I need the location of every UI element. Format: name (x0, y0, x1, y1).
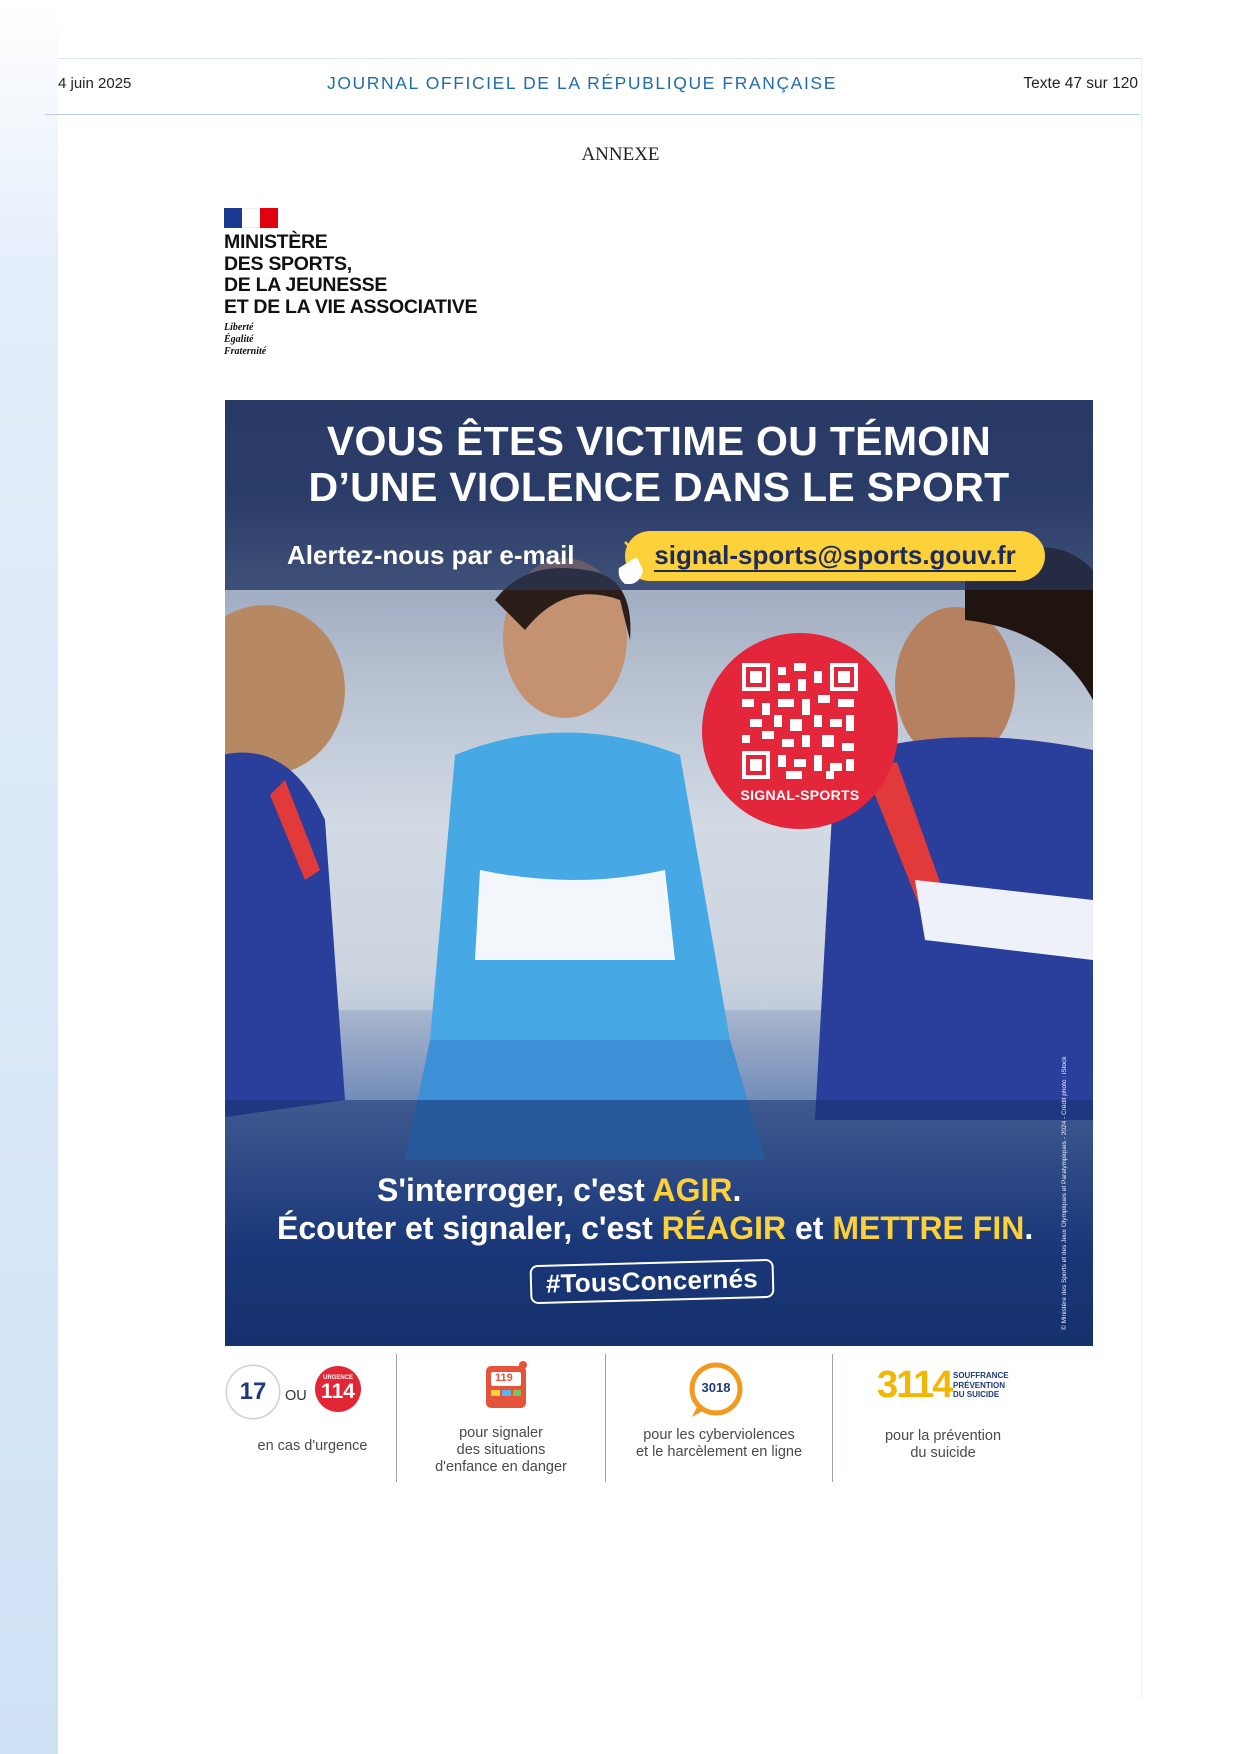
photo-credit: © Ministère des Sports et des Jeux Olympiques et Paralympiques - 2024 - Crédit photo : iStock (1061, 1056, 1068, 1330)
slogan-text: S'interroger, c'est (377, 1172, 653, 1208)
caption-line: pour la prévention (884, 1428, 1002, 1444)
slogan-text: . (1024, 1210, 1034, 1246)
slogan-text: . (732, 1172, 742, 1208)
motto-line: Liberté (224, 322, 254, 333)
hashtag-badge: #TousConcernés (530, 1259, 775, 1304)
helplines-footer (225, 1352, 1093, 1482)
ministry-line: ET DE LA VIE ASSOCIATIVE (224, 295, 478, 318)
emergency-numbers (225, 1352, 395, 1482)
header-text-number: Texte 47 sur 120 (1023, 75, 1138, 92)
number-3114: 3114 (877, 1364, 952, 1406)
poster-headline (225, 418, 1093, 510)
caption-line: des situations (456, 1442, 546, 1458)
suicide-tagline (953, 1371, 1009, 1400)
qr-code-icon (742, 663, 858, 779)
or-label: OU (285, 1388, 307, 1404)
cyberviolence-line (606, 1352, 832, 1482)
suicide-caption (833, 1428, 1053, 1462)
signal-sports-poster (225, 400, 1093, 1346)
page-side-band (0, 0, 58, 1754)
ministry-logo (224, 208, 477, 358)
qr-code-badge[interactable] (702, 633, 898, 829)
caption-line: pour signaler (459, 1425, 543, 1441)
alert-text: Alertez-nous par e-mail (287, 540, 575, 570)
email-link-pill[interactable] (625, 531, 1045, 581)
urgence-114-icon (315, 1366, 361, 1412)
marianne-flag-icon (224, 208, 278, 228)
click-hand-icon (605, 534, 659, 588)
number-3018: 3018 (701, 1380, 731, 1395)
headline-line: D’UNE VIOLENCE DANS LE SPORT (308, 464, 1010, 510)
emergency-caption: en cas d'urgence (257, 1438, 368, 1454)
annexe-title: ANNEXE (581, 144, 660, 165)
tag-line: DU SUICIDE (953, 1390, 1000, 1399)
child-danger-line (397, 1352, 605, 1482)
header-date: 4 juin 2025 (58, 75, 132, 92)
motto-line: Fraternité (224, 346, 267, 357)
police-17-icon (227, 1366, 279, 1418)
slogan-highlight: AGIR (652, 1172, 733, 1208)
ministry-line: DES SPORTS, (224, 252, 352, 275)
number-119: 119 (495, 1372, 513, 1384)
motto-line: Égalité (224, 334, 254, 345)
caption-line: et le harcèlement en ligne (635, 1444, 803, 1460)
ministry-line: DE LA JEUNESSE (224, 274, 388, 296)
suicide-prevention-line (833, 1352, 1053, 1482)
caption-line: pour les cyberviolences (643, 1427, 795, 1443)
urgence-label: URGENCE (322, 1375, 353, 1381)
child-danger-caption (397, 1425, 605, 1476)
slogan-text: Écouter et signaler, c'est (277, 1210, 662, 1246)
qr-label: SIGNAL-SPORTS (740, 787, 860, 803)
republic-motto (224, 322, 477, 358)
number-114: 114 (321, 1380, 355, 1403)
header-journal-title: JOURNAL OFFICIEL DE LA RÉPUBLIQUE FRANÇAISE (327, 73, 837, 93)
phone-119-icon (483, 1360, 531, 1410)
number-17: 17 (239, 1378, 267, 1405)
slogan-line-2 (277, 1210, 1033, 1247)
ministry-name (224, 232, 477, 318)
tag-line: PRÉVENTION (953, 1380, 1006, 1390)
slogan-line-1 (377, 1172, 741, 1209)
headline-line: VOUS ÊTES VICTIME OU TÉMOIN (326, 418, 992, 464)
slogan-highlight: METTRE FIN (832, 1210, 1025, 1246)
slogan-highlight: RÉAGIR (661, 1210, 787, 1246)
slogan-text: et (786, 1210, 833, 1246)
tag-line: SOUFFRANCE (953, 1371, 1009, 1380)
ministry-line: MINISTÈRE (224, 231, 328, 253)
caption-line: d'enfance en danger (435, 1459, 567, 1475)
email-address[interactable]: signal-sports@sports.gouv.fr (654, 540, 1016, 570)
caption-line: du suicide (910, 1445, 976, 1461)
cyberviolence-caption (606, 1427, 832, 1461)
